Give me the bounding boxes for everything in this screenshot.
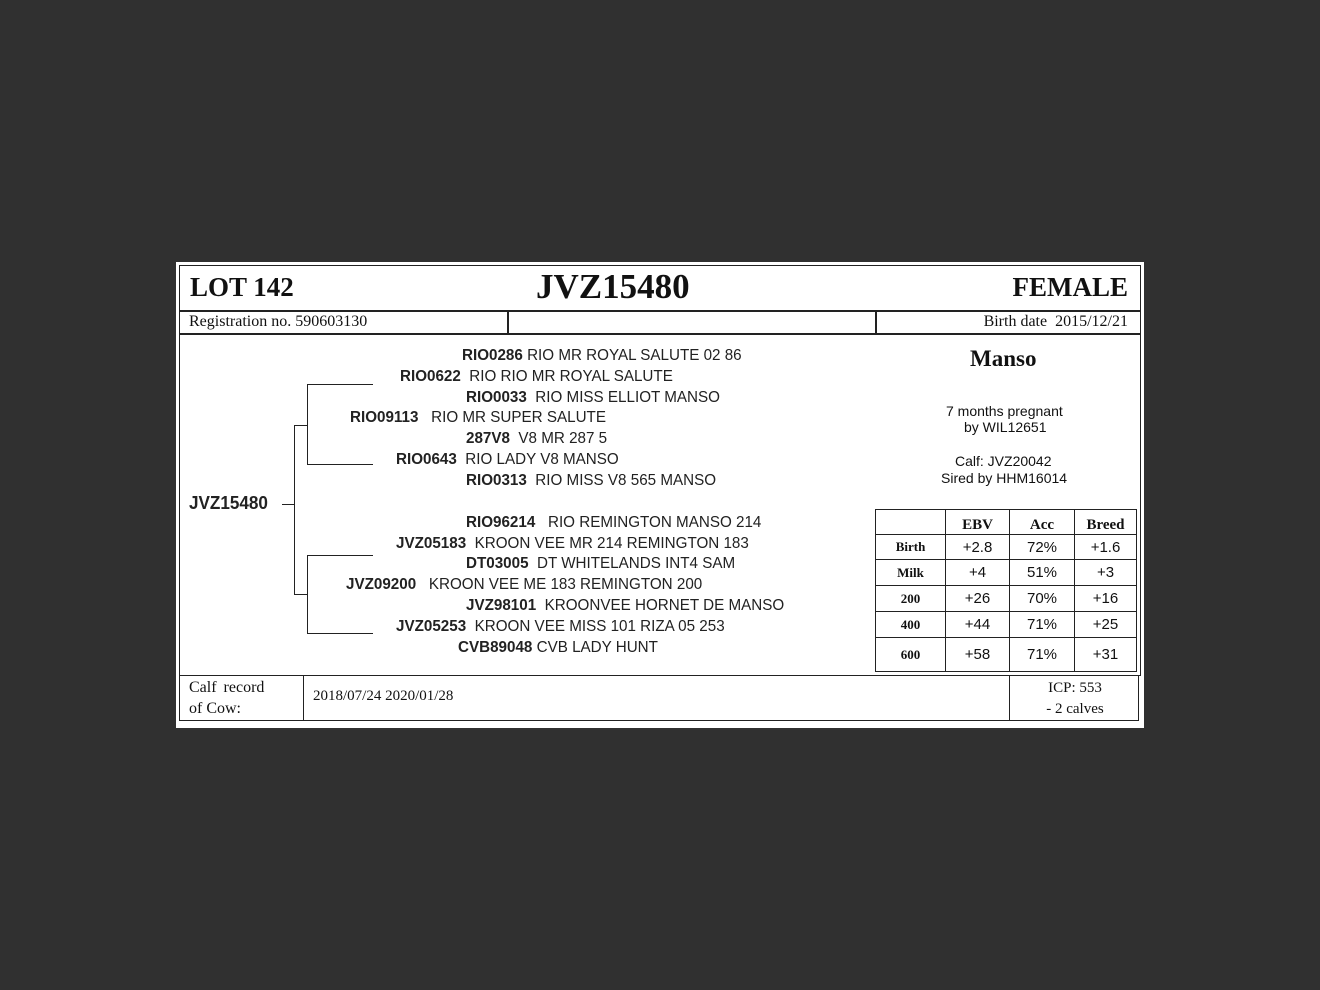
- ebv-header-ebv: EBV: [946, 510, 1010, 535]
- subject-connector: [282, 504, 294, 505]
- ebv-acc: 71%: [1010, 638, 1075, 672]
- dam-connector: [294, 594, 307, 595]
- pedigree-entry: RIO0313 RIO MISS V8 565 MANSO: [466, 472, 717, 489]
- ebv-header-acc: Acc: [1010, 510, 1075, 535]
- sire-dam-connector: [307, 464, 373, 465]
- ebv-value: +4: [946, 560, 1010, 586]
- ebv-value: +26: [946, 586, 1010, 612]
- lot-card: [176, 262, 1144, 728]
- pregnancy-status: 7 months pregnant: [946, 403, 1063, 419]
- calf-sire: Sired by HHM16014: [941, 470, 1068, 486]
- pregnancy-sire: by WIL12651: [964, 419, 1047, 435]
- icp-info: ICP: 553 - 2 calves: [1046, 680, 1104, 717]
- pedigree-entry: JVZ05183 KROON VEE MR 214 REMINGTON 183: [396, 535, 749, 552]
- birth-date: [984, 313, 1128, 331]
- ebv-breed: +3: [1075, 560, 1137, 586]
- ebv-row: [876, 560, 1137, 586]
- ebv-header-row: [876, 510, 1137, 535]
- ebv-row-label: 600: [876, 638, 946, 672]
- sire-bracket: [307, 384, 308, 464]
- pedigree-entry: JVZ05253 KROON VEE MISS 101 RIZA 05 253: [396, 618, 725, 635]
- ebv-row-label: Milk: [876, 560, 946, 586]
- dam-bracket: [307, 555, 308, 633]
- pedigree-subject: JVZ15480: [189, 493, 268, 513]
- pedigree-entry: 287V8 V8 MR 287 5: [466, 430, 608, 447]
- ebv-header-blank: [876, 510, 946, 535]
- ebv-acc: 72%: [1010, 535, 1075, 560]
- calf-id: Calf: JVZ20042: [955, 453, 1052, 469]
- subject-bracket: [294, 425, 295, 594]
- ebv-value: +2.8: [946, 535, 1010, 560]
- dam-dam-connector: [307, 633, 373, 634]
- birth-date-value: 2015/12/21: [1055, 313, 1128, 330]
- pedigree-entry: RIO09113 RIO MR SUPER SALUTE: [350, 409, 606, 426]
- ebv-breed: +1.6: [1075, 535, 1137, 560]
- pedigree-entry: JVZ98101 KROONVEE HORNET DE MANSO: [466, 597, 785, 614]
- ebv-row: [876, 612, 1137, 638]
- ebv-breed: +31: [1075, 638, 1137, 672]
- ebv-acc: 70%: [1010, 586, 1075, 612]
- ebv-row: [876, 586, 1137, 612]
- pedigree-entry: CVB89048 CVB LADY HUNT: [458, 639, 658, 656]
- sire-connector: [294, 425, 307, 426]
- pedigree-entry: RIO0643 RIO LADY V8 MANSO: [396, 451, 619, 468]
- ebv-acc: 71%: [1010, 612, 1075, 638]
- ebv-header-breed: Breed: [1075, 510, 1137, 535]
- ebv-row: [876, 535, 1137, 560]
- birth-date-label: Birth date: [983, 313, 1048, 330]
- lot-number: LOT 142: [190, 272, 294, 302]
- ebv-value: +44: [946, 612, 1010, 638]
- ebv-row-label: 400: [876, 612, 946, 638]
- ebv-row-label: Birth: [876, 535, 946, 560]
- registration-number: Registration no. 590603130: [189, 313, 368, 330]
- pedigree-entry: RIO0622 RIO RIO MR ROYAL SALUTE: [400, 368, 673, 385]
- sex-label: FEMALE: [1012, 272, 1128, 302]
- ebv-acc: 51%: [1010, 560, 1075, 586]
- sire-sire-connector: [307, 384, 373, 385]
- ebv-breed: +25: [1075, 612, 1137, 638]
- dam-sire-connector: [307, 555, 373, 556]
- pedigree-entry: RIO0286 RIO MR ROYAL SALUTE 02 86: [462, 347, 742, 364]
- calf-record-label: Calf record of Cow:: [189, 679, 265, 717]
- info-middle-cell: [508, 311, 876, 334]
- pedigree-entry: RIO0033 RIO MISS ELLIOT MANSO: [466, 389, 720, 406]
- ebv-row-label: 200: [876, 586, 946, 612]
- ebv-value: +58: [946, 638, 1010, 672]
- calf-record-dates: 2018/07/24 2020/01/28: [313, 688, 454, 704]
- ebv-breed: +16: [1075, 586, 1137, 612]
- animal-id-title: JVZ15480: [536, 267, 690, 306]
- pedigree-entry: DT03005 DT WHITELANDS INT4 SAM: [466, 555, 736, 572]
- pedigree-entry: JVZ09200 KROON VEE ME 183 REMINGTON 200: [346, 576, 703, 593]
- ebv-table: [875, 509, 1137, 672]
- ebv-row: [876, 638, 1137, 672]
- breeder-name: Manso: [970, 346, 1037, 371]
- pedigree-entry: RIO96214 RIO REMINGTON MANSO 214: [466, 514, 762, 531]
